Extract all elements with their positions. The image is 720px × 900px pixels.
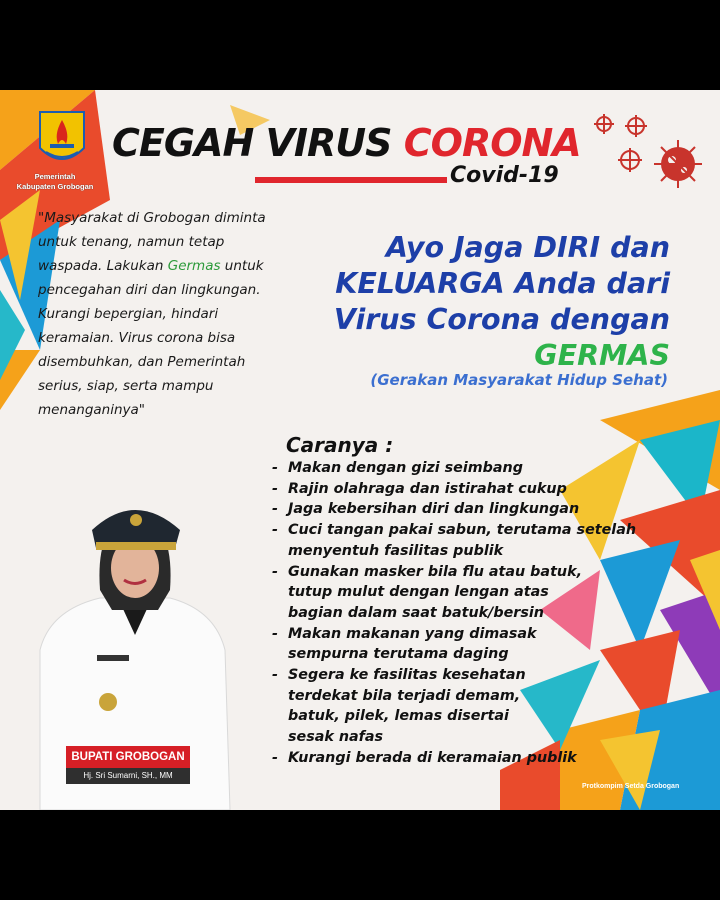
list-item [272, 520, 712, 561]
list-bullet: - [272, 563, 278, 580]
quote-after: untuk pencegahan diri dan lingkungan. Kurangi bepergian, hindari keramaian. Virus corona bisa disembuhkan, dan Pemerintah serius, siap, serta mampu menanganinya" [38, 258, 264, 418]
list-item-text: Kurangi berada di keramaian publik [288, 749, 577, 766]
poster [0, 90, 720, 810]
list-bullet: - [272, 501, 278, 518]
steps-list [272, 458, 712, 769]
list-bullet: - [272, 625, 278, 642]
official-name-badge: Hj. Sri Sumarni, SH., MM [66, 768, 190, 784]
logo-caption-line1: Pemerintah [34, 172, 76, 181]
list-item-text: Makan makanan yang dimasak sempurna terutama daging [288, 625, 537, 663]
slogan-subtitle: (Gerakan Masyarakat Hidup Sehat) [370, 371, 668, 389]
logo-caption [10, 172, 100, 192]
virus-icon [594, 114, 702, 188]
steps-title: Caranya : [286, 433, 394, 457]
slogan-highlight: GERMAS [534, 339, 670, 372]
list-bullet: - [272, 667, 278, 684]
list-item [272, 562, 712, 624]
list-item-text: Gunakan masker bila flu atau batuk, tutup mulut dengan lengan atas bagian dalam saat batuk/bersin [288, 563, 583, 621]
list-item [272, 665, 712, 748]
list-item [272, 479, 712, 500]
list-item-text: Jaga kebersihan diri dan lingkungan [288, 501, 580, 518]
list-bullet: - [272, 522, 278, 539]
page-title [112, 120, 581, 166]
list-item [272, 624, 712, 665]
quote-highlight: Germas [167, 258, 221, 274]
slogan [300, 230, 670, 374]
grobogan-emblem-icon [40, 112, 84, 159]
title-main: CEGAH VIRUS [112, 121, 404, 165]
quote-text [38, 206, 268, 422]
list-item-text: Segera ke fasilitas kesehatan terdekat bila terjadi demam, batuk, pilek, lemas disertai sesak nafas [288, 667, 526, 746]
quote-before: "Masyarakat di Grobogan diminta untuk tenang, namun tetap waspada. Lakukan [38, 210, 266, 274]
title-underline [255, 177, 447, 183]
list-item-text: Rajin olahraga dan istirahat cukup [288, 480, 567, 497]
list-item-text: Makan dengan gizi seimbang [288, 460, 523, 476]
list-bullet: - [272, 749, 278, 766]
official-title-badge: BUPATI GROBOGAN [66, 746, 190, 768]
list-item-text: Cuci tangan pakai sabun, terutama setelah menyentuh fasilitas publik [288, 522, 637, 559]
list-item [272, 458, 712, 479]
title-highlight: CORONA [403, 121, 581, 165]
list-item [272, 499, 712, 520]
slogan-text: Ayo Jaga DIRI dan KELUARGA Anda dari Virus Corona dengan [333, 231, 670, 336]
list-item [272, 748, 712, 769]
logo-caption-line2: Kabupaten Grobogan [16, 182, 94, 191]
list-bullet: - [272, 460, 278, 476]
credit-text: Protkompim Setda Grobogan [582, 783, 680, 790]
list-bullet: - [272, 480, 278, 497]
page-subtitle: Covid-19 [450, 163, 559, 188]
